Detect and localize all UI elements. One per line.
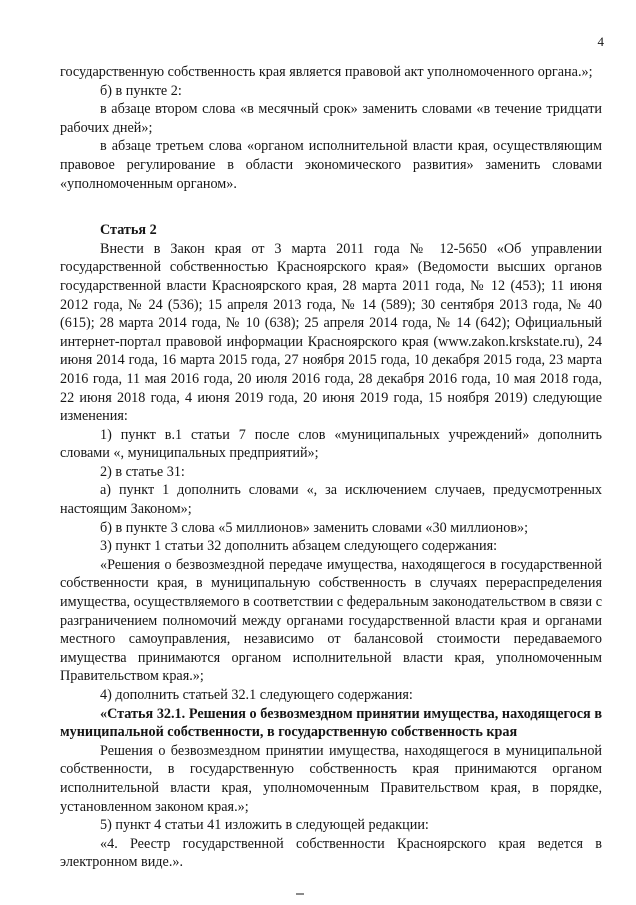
section-gap [60, 193, 602, 221]
scan-mark [296, 893, 304, 895]
paragraph: Решения о безвозмездном принятии имущества, находящегося в муниципальной собственности, в государственную собственность края принимаются органом исполнительной власти края, уполномоченным Правительством края, в порядке, установленном законом края.»; [60, 742, 602, 815]
paragraph: 2) в статье 31: [100, 463, 185, 480]
paragraph: б) в пункте 2: [100, 82, 182, 99]
article-32-1-heading: «Статья 32.1. Решения о безвозмездном принятии имущества, находящегося в муниципальной собственности, в государственную собственность края [60, 705, 602, 741]
paragraph: государственную собственность края является правовой акт уполномоченного органа.»; [60, 64, 593, 80]
paragraph: в абзаце третьем слова «органом исполнительной власти края, осуществляющим правовое регулирование в области экономического развития» заменить словами «уполномоченным органом». [60, 138, 602, 192]
paragraph: Внести в Закон края от 3 марта 2011 года № 12-5650 «Об управлении государственной собственностью Красноярского края» (Ведомости высших органов государственной власти Красноярского края, 28 марта 2011 года, № 12 (453); 11 июня 2012 года, № 24 (536); 15 апреля 2013 года, № 14 (589); 30 сентября 2013 года, № 40 (615); 28 марта 2014 года, № 10 (638); 25 апреля 2014 года, № 14 (642); Официальный интернет-портал правовой информации Красноярского края (www.zakon.krskstate.ru), 24 июня 2014 года, 16 марта 2015 года, 27 ноября 2015 года, 10 декабря 2015 года, 23 марта 2016 года, 11 мая 2016 года, 20 июля 2016 года, 28 декабря 2016 года, 10 мая 2018 года, 22 июня 2018 года, 4 июня 2019 года, 20 июня 2019 года, 15 ноября 2019) следующие изменения: [60, 240, 602, 425]
article-heading: Статья 2 [100, 222, 157, 239]
document-body [60, 63, 602, 872]
paragraph: 1) пункт в.1 статьи 7 после слов «муниципальных учреждений» дополнить словами «, муниципальных предприятий»; [60, 426, 602, 462]
page-number: 4 [597, 34, 604, 49]
paragraph: «Решения о безвозмездной передаче имущества, находящегося в государственной собственности края, в муниципальную собственность в случаях перераспределения имущества, осуществляемого в соответствии с федеральным законодательством в связи с разграничением полномочий между органами государственной власти края и органами местного самоуправления, независимо от балансовой стоимости передаваемого имущества принимаются органом исполнительной власти края, уполномоченным Правительством края.»; [60, 556, 602, 685]
paragraph: 3) пункт 1 статьи 32 дополнить абзацем следующего содержания: [100, 538, 498, 555]
paragraph: а) пункт 1 дополнить словами «, за исключением случаев, предусмотренных настоящим Законом»; [60, 482, 602, 518]
paragraph: в абзаце втором слова «в месячный срок» заменить словами «в течение тридцати рабочих дней»; [60, 101, 602, 136]
paragraph: «4. Реестр государственной собственности Красноярского края ведется в электронном виде.». [60, 835, 602, 871]
paragraph: 4) дополнить статьей 32.1 следующего содержания: [100, 687, 413, 703]
paragraph: б) в пункте 3 слова «5 миллионов» заменить словами «30 миллионов»; [100, 519, 529, 536]
paragraph: 5) пункт 4 статьи 41 изложить в следующей редакции: [100, 817, 429, 834]
